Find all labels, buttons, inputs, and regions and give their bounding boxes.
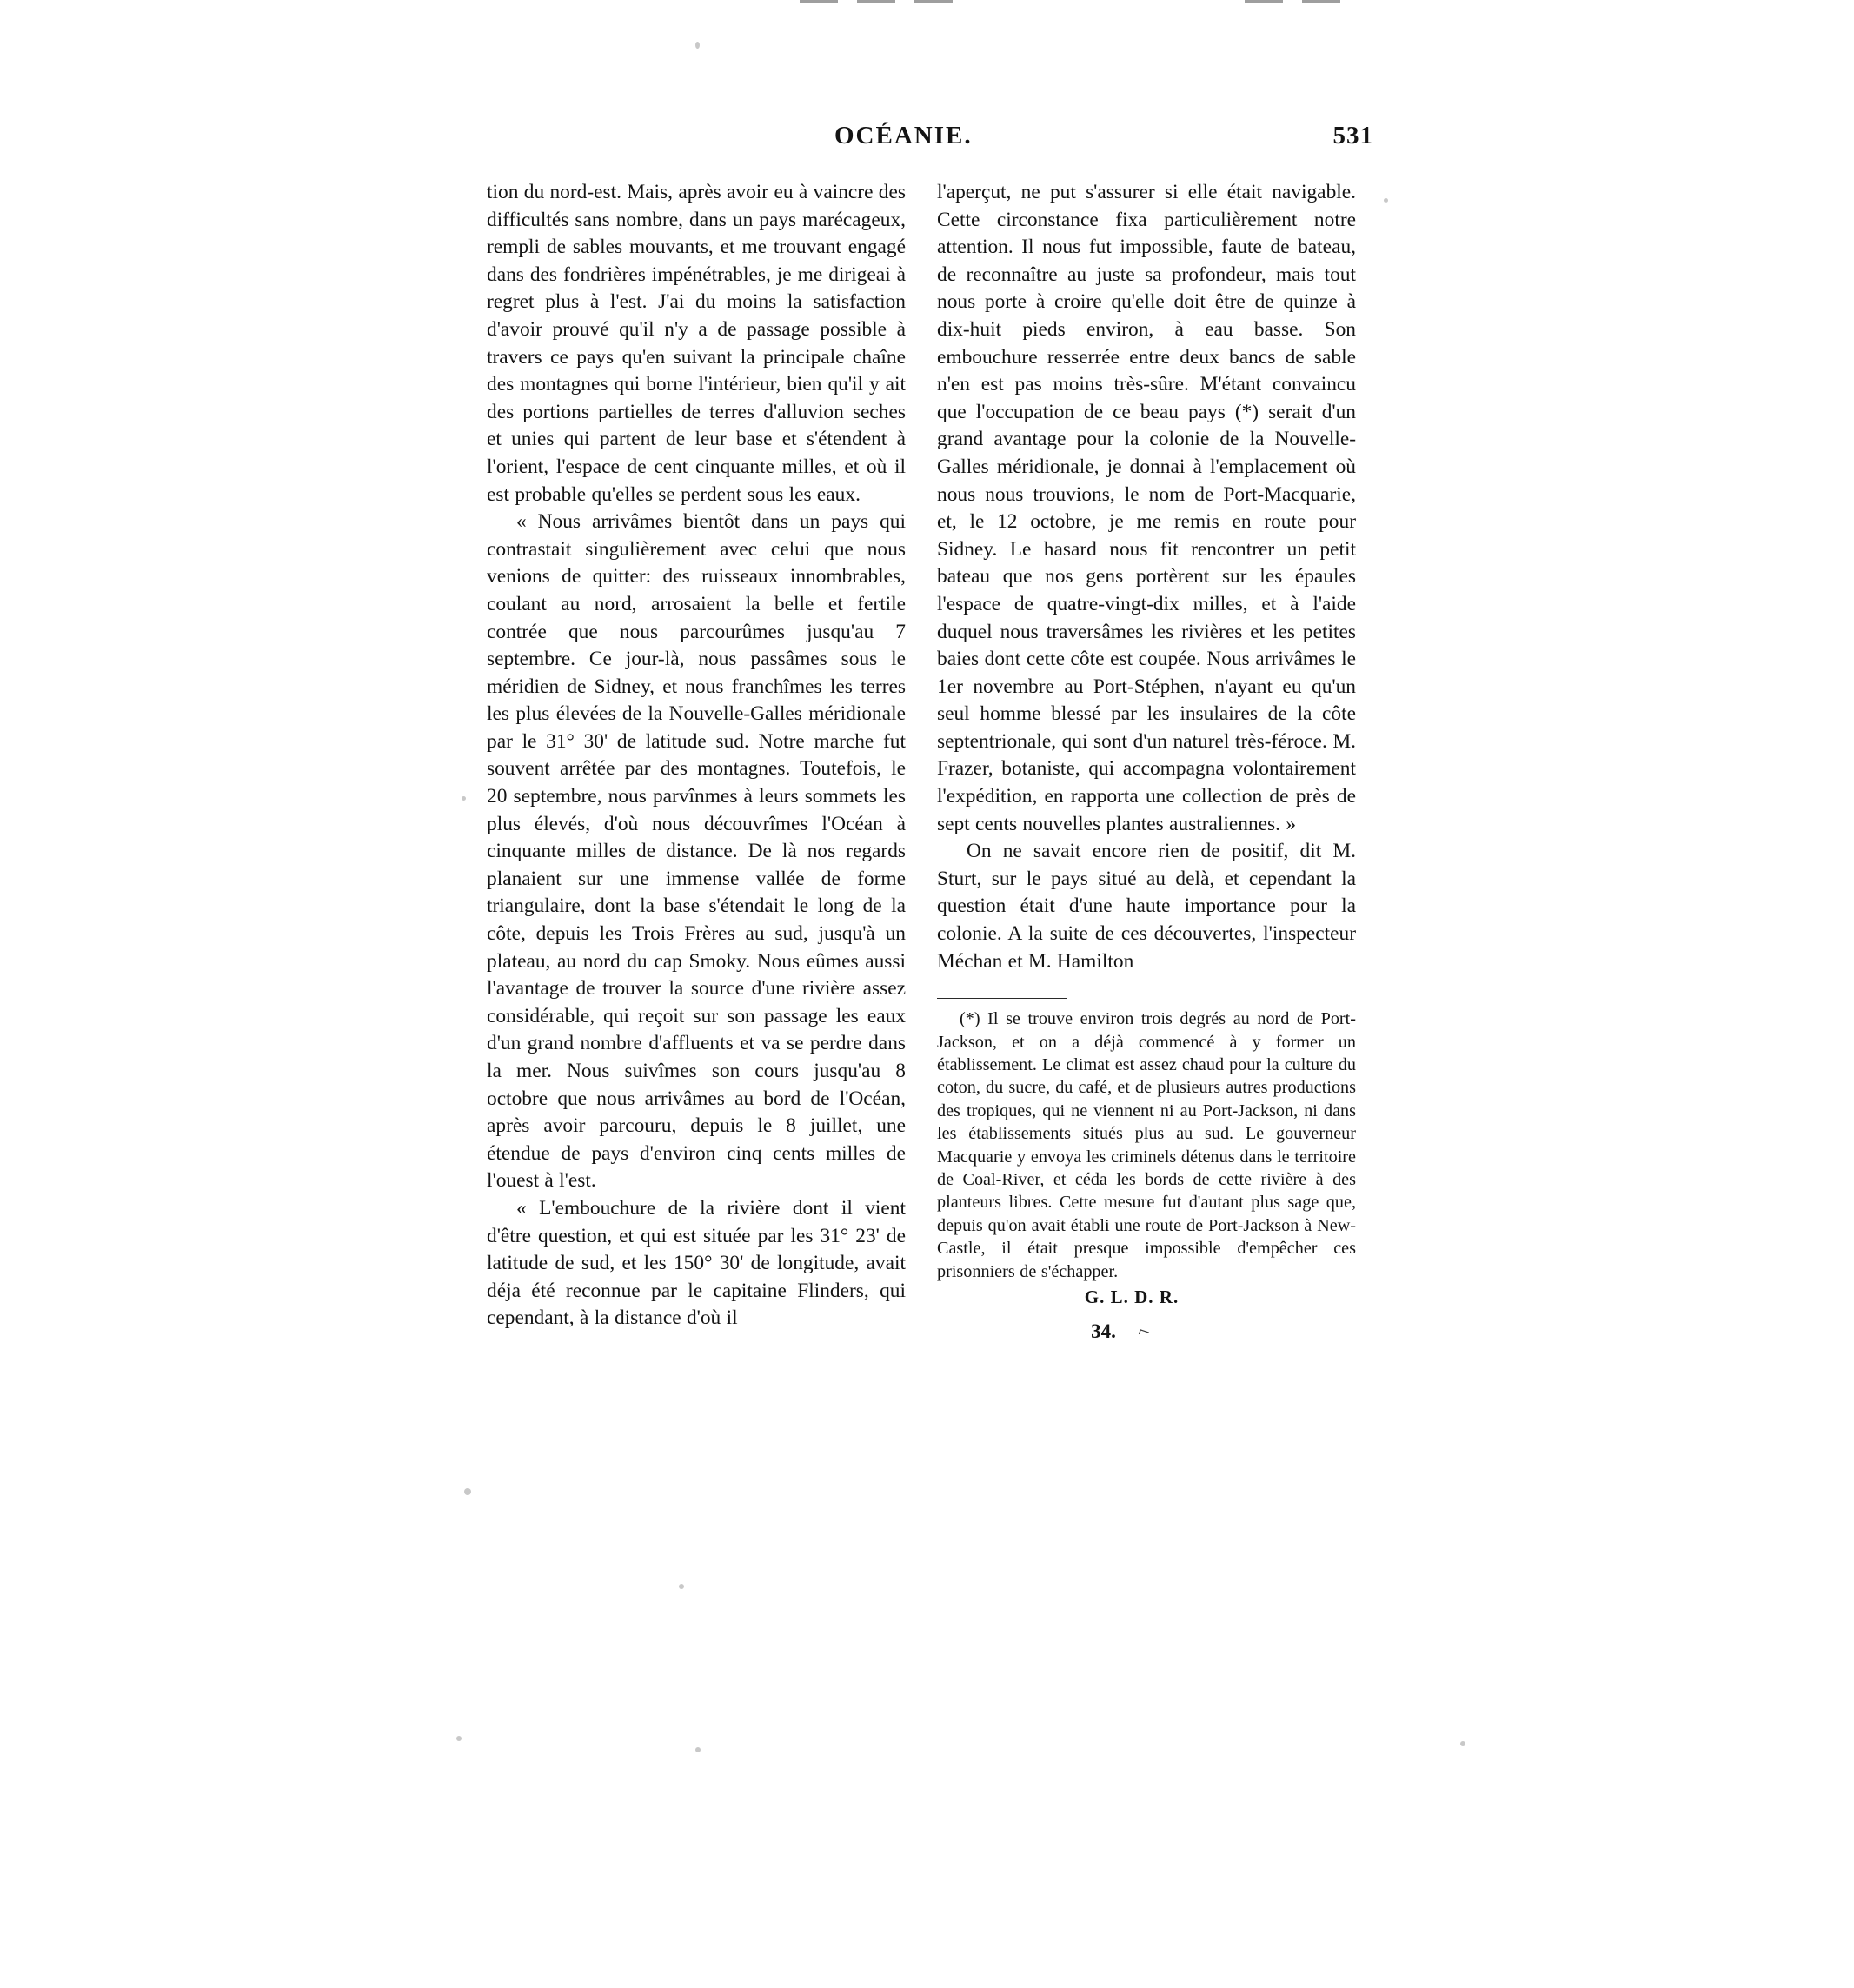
- paragraph: « L'embouchure de la rivière dont il vient d'être question, et qui est située par les 31° 23' de latitude de sud, et les 150° 30' de longitude, avait déja été reconnue par le capitaine Flinders, qui cependant, à la distance d'où il: [487, 1196, 906, 1330]
- running-head: [487, 122, 1373, 167]
- crop-mark: [800, 0, 838, 3]
- crop-mark: [1302, 0, 1340, 3]
- flourish-mark: ⌐: [1135, 1319, 1153, 1344]
- scan-speck: [1460, 1741, 1465, 1746]
- author-initials: G. L. D. R.: [1084, 1287, 1180, 1308]
- scan-speck: [464, 1488, 471, 1495]
- scan-speck: [695, 42, 700, 49]
- paragraph: On ne savait encore rien de positif, dit M. Sturt, sur le pays situé au delà, et cependant la question était d'une haute importance pour la colonie. A la suite de ces découvertes, l'inspecteur Méchan et M. Hamilton: [937, 840, 1356, 973]
- paragraph: tion du nord-est. Mais, après avoir eu à vaincre des difficultés sans nombre, dans un pays marécageux, rempli de sables mouvants, et me trouvant engagé dans des fondrières impénétrables, je me dirigeai à regret plus à l'est. J'ai du moins la satisfaction d'avoir prouvé qu'il n'y a de passage possible à travers ce pays qu'en suivant la principale chaîne des montagnes qui borne l'intérieur, bien qu'il y ait des portions partielles de terres d'alluvion seches et unies qui partent de leur base et s'étendent à l'orient, l'espace de cent cinquante milles, et où il est probable qu'elles se perdent sous les eaux.: [487, 181, 906, 506]
- footnote-text: (*) Il se trouve environ trois degrés au nord de Port-Jackson, et on a déjà commencé à y former un établissement. Le climat est assez chaud pour la culture du coton, du sucre, du café, et de plusieurs autres productions des tropiques, qui ne viennent ni au Port-Jackson, ni dans les établissements situés plus au sud. Le gouverneur Macquarie y envoya les criminels détenus dans le territoire de Coal-River, et céda les bords de cette rivière à des planteurs libres. Cette mesure fut d'autant plus sage que, depuis qu'on avait établi une route de Port-Jackson à New-Castle, il était presque impossible d'empêcher ces prisonniers de s'échapper.: [937, 1009, 1356, 1281]
- scan-speck: [456, 1736, 462, 1741]
- sheet-number: 34.: [1091, 1320, 1116, 1343]
- signature-mark: [937, 1320, 1356, 1343]
- page-number: 531: [1332, 122, 1373, 150]
- crop-mark: [1245, 0, 1283, 3]
- footnote-separator: [937, 998, 1067, 999]
- scan-speck: [1384, 198, 1388, 203]
- footnote-block: [937, 1007, 1356, 1283]
- scan-speck: [695, 1747, 701, 1752]
- paragraph: l'aperçut, ne put s'assurer si elle était navigable. Cette circonstance fixa particulièrement notre attention. Il nous fut impossible, faute de bateau, de reconnaître au juste sa profondeur, mais tout nous porte à croire qu'elle doit être de quinze à dix-huit pieds environ, à eau basse. Son embouchure resserrée entre deux bancs de sable n'en est pas moins très-sûre. M'étant convaincu que l'occupation de ce beau pays (*) serait d'un grand avantage pour la colonie de la Nouvelle-Galles méridionale, je donnai à l'emplacement où nous nous trouvions, le nom de Port-Macquarie, et, le 12 octobre, je me remis en route pour Sidney. Le hasard nous fit rencontrer un petit bateau que nos gens portèrent sur les épaules l'espace de quatre-vingt-dix milles, et à l'aide duquel nous traversâmes les rivières et les petites baies dont cette côte est coupée. Nous arrivâmes le 1er novembre au Port-Stéphen, n'ayant eu qu'un seul homme blessé par les insulaires de la côte septentrionale, qui sont d'un naturel très-féroce. M. Frazer, botaniste, qui accompagna volontairement l'expédition, en rapporta une collection de près de sept cents nouvelles plantes australiennes. »: [937, 181, 1356, 835]
- page-body: [487, 122, 1373, 1343]
- two-column-layout: [487, 179, 1373, 1343]
- paragraph: « Nous arrivâmes bientôt dans un pays qui contrastait singulièrement avec celui que nous venions de quitter: des ruisseaux innombrables, coulant au nord, arrosaient la belle et fertile contrée que nous parcourûmes jusqu'au 7 septembre. Ce jour-là, nous passâmes sous le méridien de Sidney, et nous franchîmes les terres les plus élevées de la Nouvelle-Galles méridionale par le 31° 30' de latitude sud. Notre marche fut souvent arrêtée par des montagnes. Toutefois, le 20 septembre, nous parvînmes à leurs sommets les plus élevés, d'où nous découvrîmes l'Océan à cinquante milles de distance. De là nos regards planaient sur une immense vallée de forme triangulaire, dont la base s'étendait le long de la côte, depuis les Trois Frères au sud, jusqu'à un plateau, au nord du cap Smoky. Nous eûmes aussi l'avantage de trouver la source d'une rivière assez considérable, qui reçoit sur son passage les eaux d'un grand nombre d'affluents et va se perdre dans la mer. Nous suivîmes son cours jusqu'au 8 octobre que nous arrivâmes au bord de l'Océan, après avoir parcouru, depuis le 8 juillet, une étendue de pays d'environ cinq cents milles de l'ouest à l'est.: [487, 510, 906, 1193]
- column-right: [937, 179, 1356, 1343]
- column-left: [487, 179, 906, 1333]
- page-title: OCÉANIE.: [834, 122, 973, 150]
- crop-mark: [857, 0, 895, 3]
- scan-speck: [679, 1584, 684, 1589]
- scan-speck: [462, 796, 466, 801]
- crop-mark: [914, 0, 953, 3]
